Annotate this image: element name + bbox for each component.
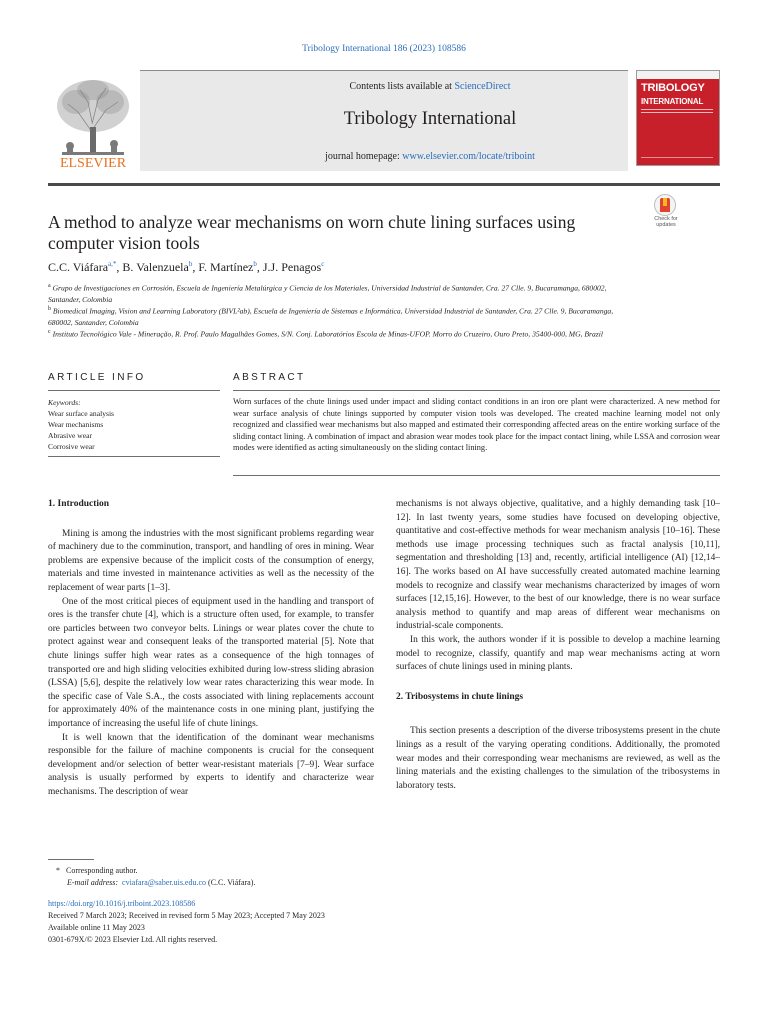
- keywords-label: Keywords:: [48, 398, 81, 407]
- email-note: E-mail address: cviafara@saber.uis.edu.co (C.C. Viáfara).: [67, 878, 256, 887]
- article-info-rule: [48, 390, 220, 391]
- journal-title: Tribology International: [343, 109, 517, 129]
- cover-rule: [641, 109, 713, 110]
- check-updates-label: Check for updates: [654, 216, 678, 228]
- abstract-bottom-rule: [233, 475, 720, 476]
- received-dates: Received 7 March 2023; Received in revised form 5 May 2023; Accepted 7 May 2023: [48, 911, 325, 920]
- elsevier-tree-logo: [48, 72, 138, 170]
- affiliation: $^c$ Instituto Tecnológico Vale - Mineração, R. Prof. Paulo Magalhães Gomes, S/N. Conj. Laboratórios Escola de Minas-UFOP. Morro do Cruzeiro, Ouro Preto, 35400-000, MG, Brazil: [48, 329, 603, 339]
- author-name[interactable]: J.J. Penagos: [262, 260, 322, 274]
- paragraph: It is well known that the identification of the dominant wear mechanisms responsible for the failure of machine components is crucial for the consequent development and/or selection of better wear-resistant materials [7–9]. Wear surface analysis is usually performed by experts to identify and characterize wear mechanisms. The description of wear: [48, 732, 374, 797]
- cover-top-strip: [637, 71, 719, 79]
- email-link[interactable]: cviafara@saber.uis.edu.co: [122, 878, 207, 887]
- abstract-heading: ABSTRACT: [233, 372, 306, 383]
- author-name[interactable]: C.C. Viáfara: [48, 260, 109, 274]
- paragraph: This section presents a description of the diverse tribosystems present in the chute linings as a result of the varying operating conditions. Additionally, the promoted wear modes and their corresponding wear mechanisms are reviewed, as well as the lining materials and the existing challenges to the simulation of the tribosystems in laboratory tests.: [396, 726, 720, 791]
- corresponding-author-note: * Corresponding author.: [56, 866, 138, 875]
- keywords-bottom-rule: [48, 456, 220, 457]
- author-sup[interactable]: a,*: [108, 260, 117, 268]
- author-name[interactable]: F. Martínez: [198, 260, 254, 274]
- homepage-line: journal homepage: www.elsevier.com/locate/triboint: [325, 151, 535, 162]
- doi-link[interactable]: https://doi.org/10.1016/j.triboint.2023.108586: [48, 899, 196, 908]
- body-right-column: [396, 498, 720, 793]
- author-sup[interactable]: c: [321, 260, 325, 268]
- check-for-updates-button[interactable]: [646, 194, 686, 230]
- journal-citation[interactable]: Tribology International 186 (2023) 108586: [302, 44, 466, 54]
- keyword: Wear mechanisms: [48, 420, 104, 429]
- abstract-text: Worn surfaces of the chute linings used under impact and sliding contact conditions in an iron ore plant were characterized. A new method for wear surface analysis of chute linings supported by computer vision tools was developed. The created machine learning model not only recognized and classified wear mechanisms but also mapped and estimated their corresponding affected areas on the entire working surface of the sliding contact lining. A combination of impact and abrasion wear modes took place for the impact contact lining, while LSSA and corrosion wear modes were identified as acting simultaneously on the sliding contact lining.: [233, 397, 720, 452]
- keyword: Corrosive wear: [48, 442, 95, 451]
- check-updates-icon: [654, 194, 676, 216]
- cover-rule: [641, 112, 713, 113]
- cover-subtitle: INTERNATIONAL: [641, 97, 704, 106]
- paragraph: Mining is among the industries with the most significant problems regarding wear of machinery due to the comminution, transport, and handling of ores in mining. Wear problems are expensive because of the implicit costs of the consumption of energy, materials and time invested in maintenance activities as well as the necessity of the replacement of wear parts [1–3].: [48, 528, 374, 593]
- article-title: A method to analyze wear mechanisms on worn chute lining surfaces using computer vision tools: [48, 212, 576, 253]
- author-list: C.C. Viáfara$^{a,*}$, B. Valenzuela$^b$, F. Martínez$^b$, J.J. Penagos$^c$: [48, 260, 325, 274]
- journal-cover-thumbnail[interactable]: [636, 70, 720, 166]
- journal-homepage-link[interactable]: www.elsevier.com/locate/triboint: [402, 151, 535, 162]
- header-banner: [140, 70, 628, 171]
- body-left-column: [48, 498, 374, 799]
- contents-line: Contents lists available at ScienceDirect: [349, 81, 511, 92]
- section-heading-introduction: 1. Introduction: [48, 499, 110, 509]
- journal-header: [48, 70, 628, 170]
- author-sup[interactable]: b: [253, 260, 257, 268]
- abstract-rule: [233, 390, 720, 391]
- author-name[interactable]: B. Valenzuela: [122, 260, 189, 274]
- cover-rule: [641, 157, 713, 158]
- paragraph: mechanisms is not always objective, qualitative, and a highly demanding task [10–12]. In last twenty years, some studies have focused on developing objective, quantitative and cost-effective methods for wear mechanism analysis [10–16]. These methods use image processing techniques such as fractal analysis [10,11], segmentation and thresholding [13] and, recently, artificial intelligence (AI) [12,14–16]. The works based on AI have successfully created automated machine learning models to recognize and classify wear mechanisms characterized by images of worn surfaces [12,15,16]. However, to the best of our knowledge, there is no wear surface analysis method to quantify and map areas of different wear mechanisms on industrial-scale components.: [396, 499, 720, 632]
- sciencedirect-link[interactable]: ScienceDirect: [454, 81, 511, 92]
- affiliation: $^a$ Grupo de Investigaciones en Corrosión, Escuela de Ingeniería Metalúrgica y Ciencia de los Materiales, Universidad Industrial de Santander, Cra. 27 Clle. 9, Bucaramanga, 680002, Santander, Colombia: [48, 283, 607, 304]
- available-online: Available online 11 May 2023: [48, 923, 145, 932]
- affiliation: $^b$ Biomedical Imaging, Vision and Learning Laboratory (BIVL²ab), Escuela de Ingeniería de Sistemas e Informática, Universidad Industrial de Santander, Cra. 27 Clle. 9, Bucaramanga, 680002, Santander, Colombia: [48, 306, 614, 327]
- keyword: Abrasive wear: [48, 431, 93, 440]
- keywords-block: [48, 397, 218, 452]
- keyword: Wear surface analysis: [48, 409, 115, 418]
- author-sup[interactable]: b: [188, 260, 193, 268]
- footnote-rule: [48, 859, 94, 860]
- paragraph: One of the most critical pieces of equipment used in the handling and transport of ores is the transfer chute [4], which is a structure often used, for example, to transfer ore particles between two conveyor belts. Linings or wear plates cover the chute to protect against wear and consequent leaks of the transported material [5]. Note that chute linings suffer high wear rates as a consequence of the high tonnages of transported ore and high sliding velocities exhibited during low-stress sliding abrasion (LSSA) [5,6], despite the relatively low wear rates characterizing this wear mode. In the specific case of Vale S.A., the costs associated with lining replacements account for approximately 40% of the maintenance costs in one mining plant, justifying the importance of increasing the useful life of chute linings.: [48, 596, 374, 729]
- cover-title: TRIBOLOGY: [641, 82, 705, 94]
- section-heading-tribosystems: 2. Tribosystems in chute linings: [396, 691, 524, 702]
- copyright: 0301-679X/© 2023 Elsevier Ltd. All rights reserved.: [48, 935, 218, 944]
- article-info-heading: ARTICLE INFO: [48, 372, 146, 383]
- elsevier-wordmark: ELSEVIER: [59, 156, 127, 170]
- paragraph: In this work, the authors wonder if it is possible to develop a machine learning model to recognize, classify, quantify and map wear mechanisms acting at worn surfaces of chute linings used in mining plants.: [396, 634, 720, 673]
- header-rule: [48, 183, 720, 186]
